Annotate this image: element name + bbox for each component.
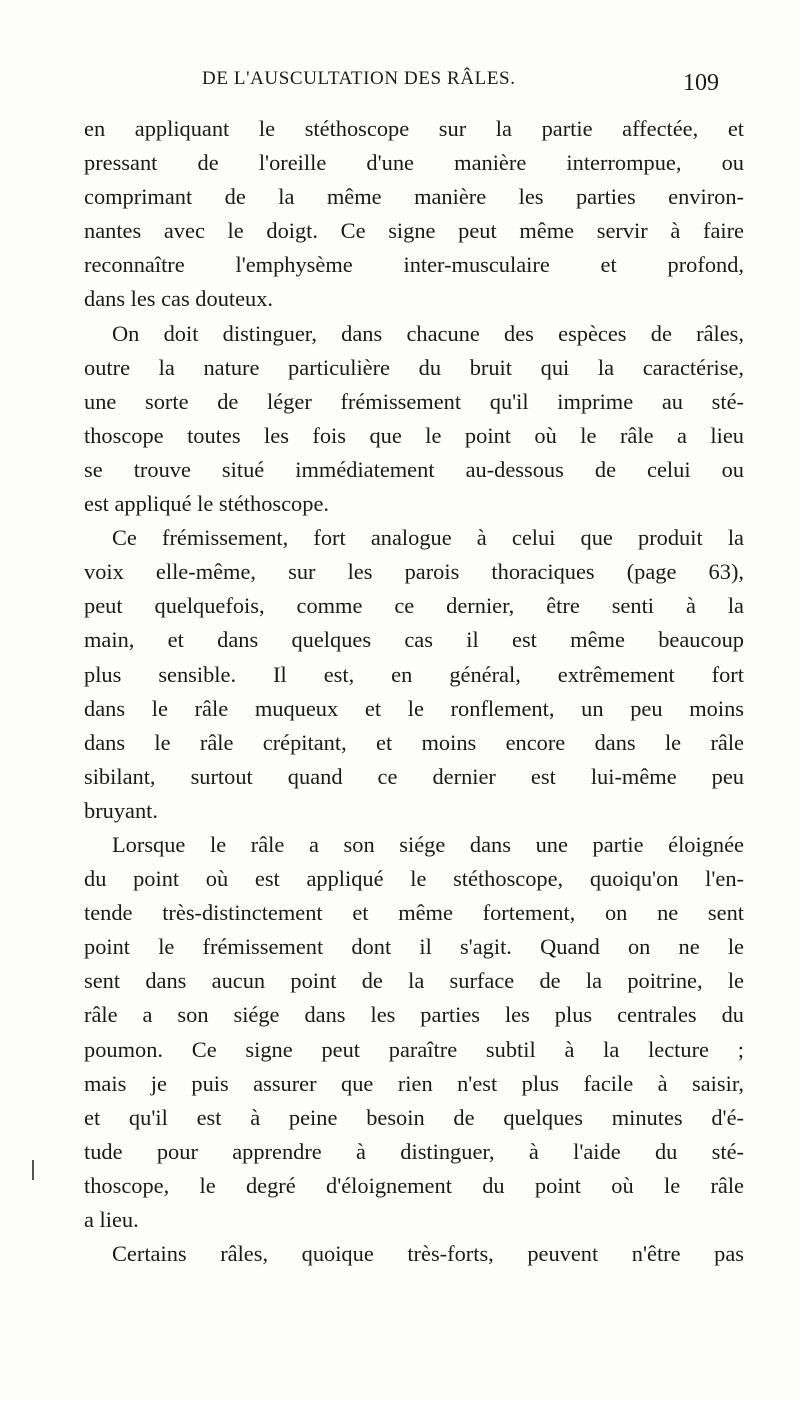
text-line: est appliqué le stéthoscope. — [84, 491, 329, 517]
text-line: dans le râle muqueux et le ronflement, un peu moins — [84, 695, 744, 721]
text-line: comprimant de la même manière les parties environ- — [84, 184, 744, 210]
text-line: voix elle-même, sur les parois thoraciques (page 63), — [84, 559, 744, 585]
text-line: thoscope, le degré d'éloignement du point où le râle — [84, 1172, 744, 1198]
text-line: et qu'il est à peine besoin de quelques minutes d'é- — [84, 1104, 744, 1130]
body-text — [84, 112, 744, 1271]
text-line: bruyant. — [84, 797, 158, 823]
text-line: reconnaître l'emphysème inter-musculaire et profond, — [84, 252, 744, 278]
text-line: Ce frémissement, fort analogue à celui que produit la — [112, 525, 744, 551]
text-line: en appliquant le stéthoscope sur la partie affectée, et — [84, 116, 744, 141]
running-title: DE L'AUSCULTATION DES RÂLES. — [202, 68, 516, 89]
text-line: râle a son siége dans les parties les plus centrales du — [84, 1002, 744, 1028]
margin-mark — [32, 1160, 34, 1180]
text-line: se trouve situé immédiatement au-dessous de celui ou — [84, 456, 744, 482]
text-line: tende très-distinctement et même fortement, on ne sent — [84, 900, 744, 926]
text-line: main, et dans quelques cas il est même beaucoup — [84, 627, 744, 653]
text-line: nantes avec le doigt. Ce signe peut même servir à faire — [84, 218, 744, 244]
text-line: dans les cas douteux. — [84, 286, 274, 312]
text-line: dans le râle crépitant, et moins encore dans le râle — [84, 729, 744, 755]
text-line: mais je puis assurer que rien n'est plus facile à saisir, — [84, 1070, 744, 1096]
text-line: thoscope toutes les fois que le point où le râle a lieu — [84, 422, 744, 448]
text-line: plus sensible. Il est, en général, extrêmement fort — [84, 661, 744, 687]
text-line: point le frémissement dont il s'agit. Quand on ne le — [84, 934, 744, 960]
text-line: On doit distinguer, dans chacune des espèces de râles, — [112, 320, 744, 346]
text-line: pressant de l'oreille d'une manière interrompue, ou — [84, 150, 744, 176]
text-line: outre la nature particulière du bruit qui la caractérise, — [84, 354, 744, 380]
text-line: Certains râles, quoique très-forts, peuvent n'être pas — [112, 1241, 744, 1267]
text-line: du point où est appliqué le stéthoscope, quoiqu'on l'en- — [84, 866, 744, 892]
text-line: poumon. Ce signe peut paraître subtil à la lecture ; — [84, 1036, 744, 1062]
page-number: 109 — [683, 70, 719, 96]
text-line: peut quelquefois, comme ce dernier, être senti à la — [84, 593, 744, 619]
text-line: sibilant, surtout quand ce dernier est lui-même peu — [84, 763, 744, 789]
text-line: Lorsque le râle a son siége dans une partie éloignée — [112, 831, 744, 857]
text-line: tude pour apprendre à distinguer, à l'aide du sté- — [84, 1138, 744, 1164]
text-line: une sorte de léger frémissement qu'il imprime au sté- — [84, 388, 744, 414]
text-line: sent dans aucun point de la surface de la poitrine, le — [84, 968, 744, 994]
text-line: a lieu. — [84, 1207, 139, 1232]
